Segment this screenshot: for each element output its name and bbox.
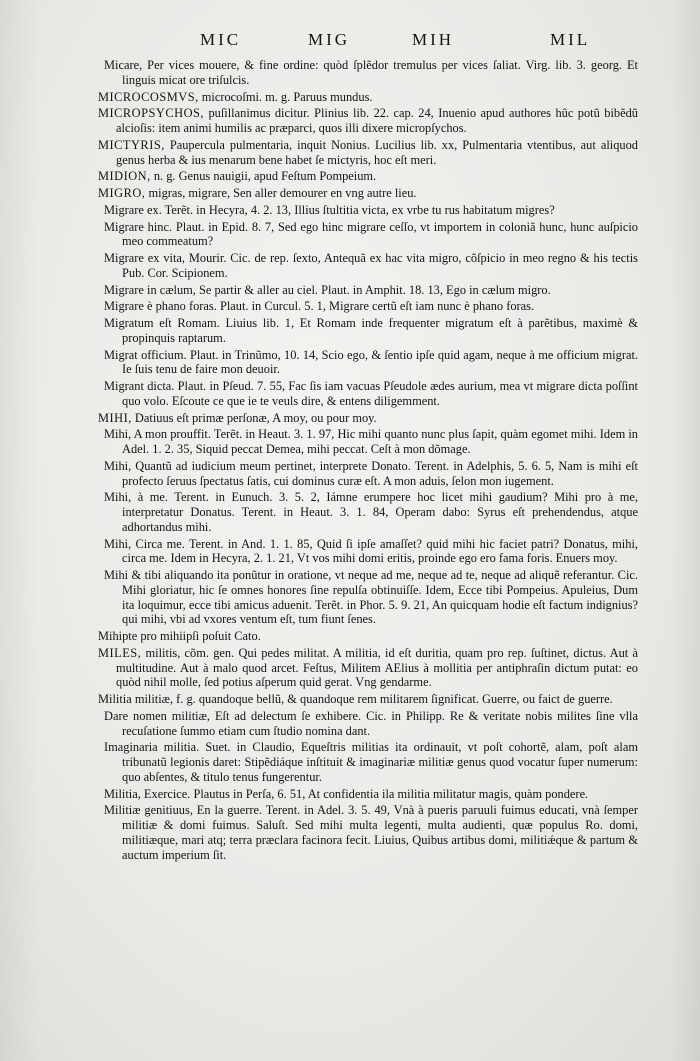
entry-text: Mihi, à me. Terent. in Eunuch. 3. 5. 2, Iámne erumpere hoc licet mihi gaudium? Mihi pro à me, interpretatur Donatus. Terent. in Heaut. 3. 1. 84, Operam dabo: Syrus eſt prehendendus, atque adhortandus mihi.: [104, 490, 638, 534]
dictionary-entry: [104, 568, 638, 627]
entry-headword: MIGRO,: [98, 186, 146, 200]
entry-text: Militia, Exercice. Plautus in Perſa, 6. 51, At confidentia ila militia militatur magis, quàm pondere.: [104, 786, 589, 801]
entry-text: Mihipte pro mihiipſi poſuit Cato.: [98, 629, 261, 643]
entry-text: Mihi, Quantũ ad iudicium meum pertinet, interprete Donato. Terent. in Adelphis, 5. 6. 5, Nam is mihi eſt profecto ſeruus ſpectatus ſatis, cui dominus curæ eſt. A mon aduis, ſelon mon iugement.: [104, 458, 638, 488]
entry-text: Micare, Per vices mouere, & fine ordine: quòd ſplẽdor tremulus per vices ſaliat. Virg. lib. 3. georg. Et linguis micat ore triſulcis.: [104, 58, 638, 87]
dictionary-entry: [98, 692, 638, 707]
entry-headword: MIDION,: [98, 169, 151, 184]
entry-text: Migratum eſt Romam. Liuius lib. 1, Et Romam inde frequenter migratum eſt à parẽtibus, maximè & propinquis raptarum.: [104, 316, 638, 345]
entry-text: Migrant dicta. Plaut. in Pſeud. 7. 55, Fac ſis iam vacuas Pſeudole ædes aurium, mea vt migrare dicta poſſint quo volo. Eſcoute ce que ie te veuls dire, & entens diligemment.: [104, 379, 638, 408]
entry-text: Militia militiæ, f. g. quandoque bellũ, & quandoque rem militarem ſignificat. Guerre, ou faict de guerre.: [98, 692, 613, 706]
dictionary-entry: [98, 411, 638, 426]
running-head-word: MIG: [308, 30, 351, 49]
entry-text: microcoſmi. m. g. Paruus mundus.: [198, 89, 373, 104]
dictionary-entry: [104, 537, 638, 567]
entry-headword: MICROPSYCHOS,: [98, 106, 205, 121]
dictionary-entry: [104, 740, 638, 784]
dictionary-entry: [98, 646, 638, 690]
running-head: [200, 30, 610, 52]
dictionary-entry: [104, 299, 638, 314]
entry-text: Mihi & tibi aliquando ita ponũtur in oratione, vt neque ad me, neque ad te, neque ad aliquẽ referantur. Cic. Mihi gloriatur, hic ſe omnes honores ſine repulſa obtinuiſſe. Idem, Ecce tibi Pompeius. Apuleius, Dum ita loquimur, ecce tibi amicus aduenit. Terẽt. in Phor. 5. 9. 21, An quicquam hodie eſt factum indignius? qui mihi, vbi ad vxores ventum eſt, tum fiunt ſenes.: [104, 568, 638, 627]
dictionary-entry: [98, 169, 638, 184]
entry-text: Migrare in cælum, Se partir & aller au ciel. Plaut. in Amphit. 18. 13, Ego in cælum migro.: [104, 282, 551, 297]
dictionary-entry: [104, 709, 638, 739]
entry-text: Migrare ex vita, Mourir. Cic. de rep. ſexto, Antequã ex hac vita migro, cõſpicio in meo regno & his tectis Pub. Cor. Scipionem.: [104, 251, 638, 280]
dictionary-entry: [104, 316, 638, 346]
running-head-word: MIC: [200, 30, 242, 49]
entry-text: Migrat officium. Plaut. in Trinũmo, 10. 14, Scio ego, & ſentio ipſe quid agam, neque à me officium migrat. Ie ſuis tenu de faire mon deuoir.: [104, 347, 638, 377]
dictionary-entry: [104, 490, 638, 534]
dictionary-entry: [104, 803, 638, 862]
dictionary-entry: [98, 90, 638, 105]
entry-text: Paupercula pulmentaria, inquit Nonius. Lucilius lib. xx, Pulmentaria vtentibus, aut aliquod genus herba & ius menarum bene habet ſe mictyris, hoc eſt meri.: [116, 137, 638, 167]
dictionary-entry: [104, 787, 638, 802]
entry-text: migras, migrare, Sen aller demourer en vng autre lieu.: [145, 186, 417, 200]
dictionary-entry: [104, 283, 638, 298]
entry-text: Migrare ex. Terẽt. in Hecyra, 4. 2. 13, Illius ſtultitia victa, ex vrbe tu rus habitatum migres?: [104, 202, 555, 217]
entry-text: Migrare è phano foras. Plaut. in Curcul. 5. 1, Migrare certũ eſt iam nunc è phano foras.: [104, 299, 535, 314]
entry-text: Mihi, Circa me. Terent. in And. 1. 1. 85, Quid ſi ipſe amaſſet? quid mihi hic faciet patri? Donatus, mihi, circa me. Idem in Hecyra, 2. 1. 21, Vt vos mihi domi eritis, proinde ego ero fama foris. Enuers moy.: [104, 536, 638, 566]
dictionary-entry: [98, 138, 638, 168]
entry-text: Datiuus eſt primæ perſonæ, A moy, ou pour moy.: [131, 410, 377, 425]
dictionary-entry: [104, 58, 638, 88]
entry-headword: MICROCOSMVS,: [98, 89, 199, 104]
dictionary-entry: [104, 379, 638, 409]
entry-headword: MICTYRIS,: [98, 137, 165, 152]
dictionary-entry: [104, 220, 638, 250]
entry-text: Mihi, A mon prouffit. Terẽt. in Heaut. 3. 1. 97, Hic mihi quanto nunc plus ſapit, quàm egomet mihi. Idem in Adel. 1. 2. 35, Siquid peccat Demea, mihi peccat. Ceſt à mon dõmage.: [104, 427, 638, 456]
running-head-word: MIH: [412, 30, 455, 49]
dictionary-entry: [104, 348, 638, 378]
running-head-word: MIL: [550, 30, 591, 49]
entry-text: Dare nomen militiæ, Eſt ad delectum ſe exhibere. Cic. in Philipp. Re & veritate nobis milites ſine vlla recuſatione ſummo etiam cum ſtudio nomina dant.: [104, 708, 638, 738]
entry-headword: MIHI,: [98, 410, 132, 425]
entry-text: n. g. Genus nauigii, apud Feſtum Pompeium.: [150, 169, 377, 184]
dictionary-entry: [104, 203, 638, 218]
entry-text: Migrare hinc. Plaut. in Epid. 8. 7, Sed ego hinc migrare ceſſo, vt importem in coloniã hunc, hunc auſpicio meo commeatum?: [104, 219, 638, 249]
dictionary-entry: [104, 427, 638, 457]
dictionary-entry: [104, 251, 638, 281]
dictionary-entry: [98, 106, 638, 136]
entry-text: puſillanimus dicitur. Plinius lib. 22. cap. 24, Inuenio apud authores hûc potũ bibẽdũ alcioſis: item animi humilis ac præparci, quos illi dixere micropſychos.: [116, 106, 638, 135]
entry-text: Militiæ genitiuus, En la guerre. Terent. in Adel. 3. 5. 49, Vnà à pueris paruuli fuimus educati, vnà ſemper militiæ & domi fuimus. Saluſt. Sed mihi multa legenti, multa audienti, quæ populus Ro. domi, militiæque, mari atq; terra præclara facinora fecit. Liuius, Quibus artibus domi, militiǽque & partum & auctum imperium ſit.: [104, 803, 638, 862]
dictionary-entry: [98, 186, 638, 201]
entry-text: militis, cõm. gen. Qui pedes militat. A militia, id eſt duritia, quam pro rep. ſuſtinet, dictus. Aut à multitudine. Aut à malo quod arcet. Feſtus, Militem AElius à mollitia per antiphraſin dictum putat: eo quòd nihil molle, ſed potius aſperum quid gerat. Vng gendarme.: [116, 645, 638, 690]
dictionary-entry: [98, 629, 638, 644]
entry-headword: MILES,: [98, 645, 142, 660]
dictionary-entry: [104, 459, 638, 489]
page-edge-shadow: [670, 0, 700, 1061]
entry-text: Imaginaria militia. Suet. in Claudio, Equeſtris militias ita ordinauit, vt poſt cohortẽ, alam, poſt alam tribunatũ legionis daret: Stipẽdiáque inſtituit & imaginariæ militiæ genus quod vocatur ſuper numerum: quo abſentes, & titulo tenus fungerentur.: [104, 740, 638, 784]
dictionary-text: [98, 58, 638, 864]
page-gutter-shadow: [0, 0, 40, 1061]
